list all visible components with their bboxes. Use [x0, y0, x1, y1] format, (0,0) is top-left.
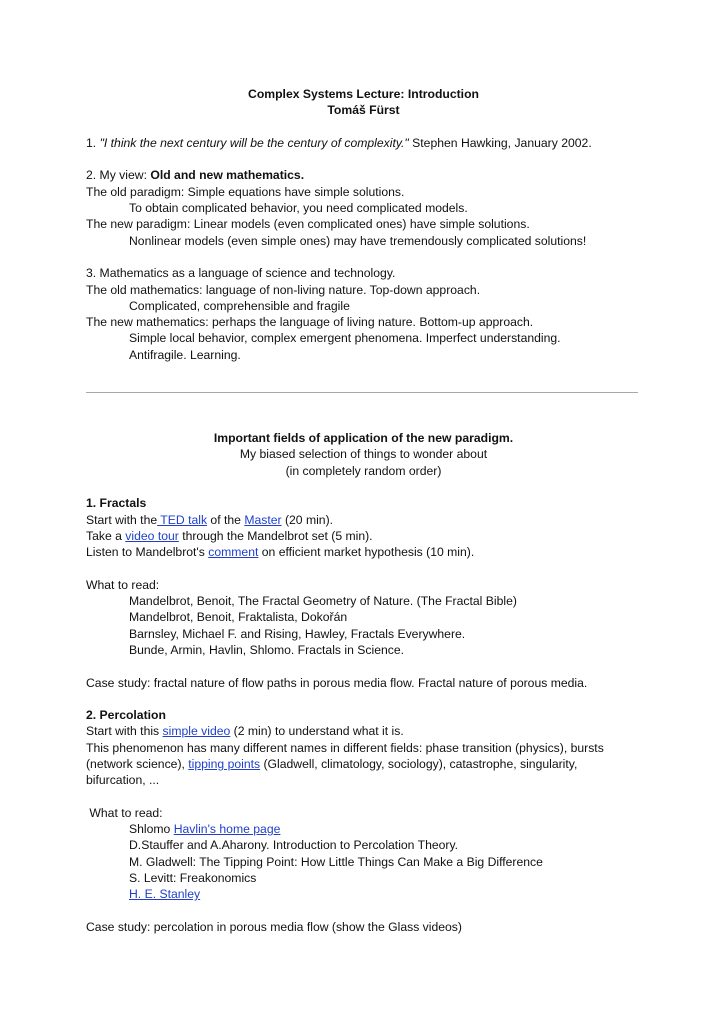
reading-item: Bunde, Armin, Havlin, Shlomo. Fractals in Science. [129, 642, 405, 657]
reading-item: S. Levitt: Freakonomics [129, 871, 257, 886]
reading-item: Barnsley, Michael F. and Rising, Hawley, Fractals Everywhere. [129, 626, 466, 641]
paragraph-line [86, 528, 641, 544]
paragraph-line: Complicated, comprehensible and fragile [129, 298, 350, 313]
stanley-link[interactable]: H. E. Stanley [129, 887, 201, 902]
case-study: Case study: percolation in porous media flow (show the Glass videos) [86, 919, 462, 934]
paragraph-line: The old mathematics: language of non-living nature. Top-down approach. [86, 282, 481, 297]
paragraph-line: The new mathematics: perhaps the language of living nature. Bottom-up approach. [86, 315, 534, 330]
havlin-home-page-link[interactable]: Havlin's home page [173, 822, 281, 837]
comment-link[interactable]: comment [208, 545, 259, 560]
text-span: Take a [86, 528, 126, 543]
paragraph-line: Simple local behavior, complex emergent phenomena. Imperfect understanding. [129, 331, 561, 346]
paragraph-line [86, 723, 641, 739]
text-span: Shlomo [129, 822, 174, 837]
point-2-prefix: 2. My view: [86, 168, 147, 183]
simple-video-link[interactable]: simple video [162, 724, 231, 739]
document-title: Complex Systems Lecture: Introduction [248, 87, 479, 101]
reading-item: Mandelbrot, Benoit, Fraktalista, Dokořán [129, 610, 348, 625]
reading-item [86, 821, 641, 837]
intro-point-1 [86, 135, 641, 151]
quote-source: Stephen Hawking, January 2002. [412, 135, 592, 150]
paragraph-line [86, 544, 641, 560]
text-span: Start with the [86, 512, 158, 527]
point-number: 1. [86, 135, 97, 150]
text-span: (20 min). [281, 512, 334, 527]
paragraph-line: Antifragile. Learning. [129, 347, 241, 362]
case-study: Case study: fractal nature of flow paths in porous media flow. Fractal nature of porous media. [86, 675, 588, 690]
hawking-quote: "I think the next century will be the century of complexity." [99, 135, 409, 150]
document-page [86, 86, 641, 935]
paragraph-line: To obtain complicated behavior, you need complicated models. [129, 201, 468, 216]
paragraph-line: bifurcation, ... [86, 773, 160, 788]
ted-talk-link[interactable]: TED talk [157, 512, 208, 527]
fields-subtitle: My biased selection of things to wonder about [239, 447, 488, 462]
reading-item: M. Gladwell: The Tipping Point: How Little Things Can Make a Big Difference [129, 854, 543, 869]
tipping-points-link[interactable]: tipping points [188, 756, 261, 771]
intro-point-2 [86, 167, 641, 183]
reading-label: What to read: [86, 577, 160, 592]
master-link[interactable]: Master [244, 512, 282, 527]
text-span: (network science), [86, 756, 189, 771]
text-span: (2 min) to understand what it is. [230, 724, 404, 739]
text-span: (Gladwell, climatology, sociology), catastrophe, singularity, [260, 756, 578, 771]
reading-item [86, 886, 641, 902]
intro-point-3: 3. Mathematics as a language of science and technology. [86, 266, 396, 281]
paragraph-line: The new paradigm: Linear models (even complicated ones) have simple solutions. [86, 217, 530, 232]
section-heading-percolation: 2. Percolation [86, 708, 166, 723]
point-2-heading: Old and new mathematics. [150, 168, 305, 183]
section-divider [86, 392, 638, 393]
text-span: Listen to Mandelbrot's [86, 545, 209, 560]
reading-item: D.Stauffer and A.Aharony. Introduction to Percolation Theory. [129, 838, 459, 853]
paragraph-line [86, 512, 641, 528]
fields-heading: Important fields of application of the new paradigm. [213, 431, 514, 446]
paragraph-line: The old paradigm: Simple equations have simple solutions. [86, 184, 405, 199]
paragraph-line: This phenomenon has many different names in different fields: phase transition (physics), bursts [86, 740, 604, 755]
text-span: on efficient market hypothesis (10 min). [258, 545, 475, 560]
video-tour-link[interactable]: video tour [125, 528, 179, 543]
text-span: through the Mandelbrot set (5 min). [178, 528, 373, 543]
text-span: of the [207, 512, 245, 527]
paragraph-line: Nonlinear models (even simple ones) may have tremendously complicated solutions! [129, 233, 587, 248]
section-heading-fractals: 1. Fractals [86, 496, 147, 511]
text-span: Start with this [86, 724, 163, 739]
reading-label: What to read: [86, 805, 163, 820]
fields-subtitle: (in completely random order) [285, 463, 442, 478]
reading-item: Mandelbrot, Benoit, The Fractal Geometry of Nature. (The Fractal Bible) [129, 594, 517, 609]
document-author: Tomáš Fürst [327, 103, 400, 118]
paragraph-line [86, 756, 641, 772]
